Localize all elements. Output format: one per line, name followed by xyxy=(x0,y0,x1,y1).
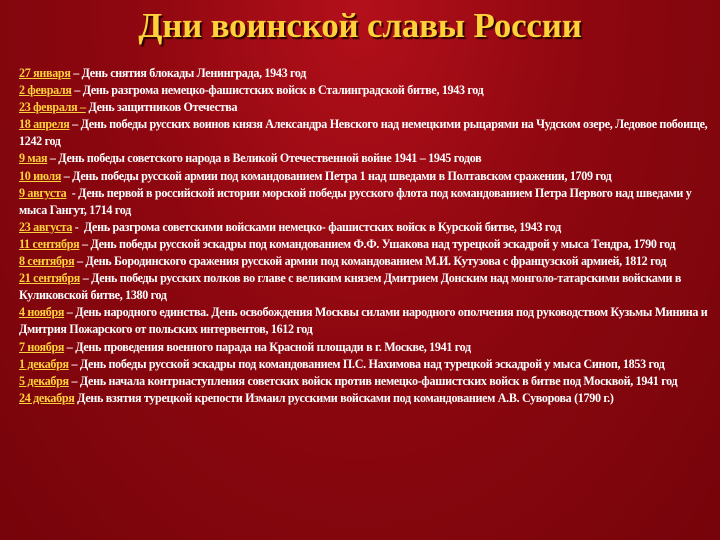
event-description: День разгрома советскими войсками немецко- фашистских войск в Курской битве, 1943 год xyxy=(83,218,561,234)
separator: – xyxy=(80,270,92,286)
list-item xyxy=(19,218,718,235)
separator: – xyxy=(64,338,76,354)
list-item xyxy=(19,184,718,218)
separator: – xyxy=(70,65,82,80)
military-glory-days-list xyxy=(19,64,718,406)
list-item xyxy=(19,389,718,406)
separator: – xyxy=(69,116,81,132)
date-link[interactable]: 18 апреля xyxy=(19,116,70,132)
event-description: День снятия блокады Ленинграда, 1943 год xyxy=(81,65,307,80)
separator: – xyxy=(68,372,80,388)
list-item xyxy=(19,372,718,389)
event-description: День народного единства. День освобождения Москвы силами народного ополчения под руководством Кузьмы Минина и Дмитрия Пожарского от польских интервентов, 1612 год xyxy=(19,304,708,337)
date-link[interactable]: 10 июля xyxy=(19,167,62,183)
list-item xyxy=(19,235,718,252)
event-description: День взятия турецкой крепости Измаил русскими войсками под командованием А.В. Суворова (1790 г.) xyxy=(77,389,614,405)
event-description: День первой в российской истории морской победы русского флота под командованием Петра Первого над шведами у мыса Гангут, 1714 год xyxy=(19,184,692,217)
separator: – xyxy=(64,304,76,320)
separator: – xyxy=(61,167,73,183)
event-description: День победы русской армии под командованием Петра 1 над шведами в Полтавском сражении, 1709 год xyxy=(72,167,612,183)
date-link[interactable]: 21 сентября xyxy=(19,270,81,286)
slide-title: Дни воинской славы России xyxy=(138,6,582,45)
event-description: День разгрома немецко-фашистских войск в Сталинградской битве, 1943 год xyxy=(82,82,484,98)
separator: – xyxy=(71,82,83,98)
date-link[interactable]: 4 ноября xyxy=(19,304,65,320)
date-link[interactable]: 1 декабря xyxy=(19,355,69,371)
separator: – xyxy=(74,253,86,269)
date-link[interactable]: 2 февраля xyxy=(19,82,72,98)
date-link[interactable]: 23 августа xyxy=(19,218,73,234)
event-description: День начала контрнаступления советских войск против немецко-фашистских войск в битве под Москвой, 1941 год xyxy=(79,372,678,388)
list-item xyxy=(19,252,718,269)
separator: – xyxy=(68,355,80,371)
event-description: День победы русской эскадры под командованием Ф.Ф. Ушакова над турецкой эскадрой у мыса Тендра, 1790 год xyxy=(90,235,676,251)
date-link[interactable]: 11 сентября xyxy=(19,235,80,251)
date-link[interactable]: 24 декабря xyxy=(19,389,75,405)
date-link[interactable]: 23 февраля – xyxy=(19,99,86,115)
list-item xyxy=(19,149,718,166)
date-link[interactable]: 7 ноября xyxy=(19,338,65,354)
event-description: День проведения военного парада на Красной площади в г. Москве, 1941 год xyxy=(75,338,471,354)
date-link[interactable]: 8 сентября xyxy=(19,253,75,269)
list-item xyxy=(19,81,718,98)
list-item xyxy=(19,64,718,81)
date-link[interactable]: 5 декабря xyxy=(19,372,69,388)
list-item xyxy=(19,355,718,372)
event-description: День победы русской эскадры под командованием П.С. Нахимова над турецкой эскадрой у мыса Синоп, 1853 год xyxy=(79,355,665,371)
list-item xyxy=(19,115,718,149)
list-item xyxy=(19,98,718,115)
list-item xyxy=(19,167,718,184)
separator: – xyxy=(47,150,59,166)
date-link[interactable]: 9 августа xyxy=(19,184,67,200)
event-description: День победы русских полков во главе с великим князем Дмитрием Донским над монголо-татарскими войсками в Куликовской битве, 1380 год xyxy=(19,270,682,303)
date-link[interactable]: 9 мая xyxy=(19,150,48,166)
list-item xyxy=(19,303,718,337)
event-description: День защитников Отечества xyxy=(88,99,238,115)
separator: - xyxy=(72,218,84,234)
date-link[interactable]: 27 января xyxy=(19,65,71,80)
event-description: День Бородинского сражения русской армии под командованием М.И. Кутузова с французской армией, 1812 год xyxy=(85,253,667,269)
separator: – xyxy=(79,235,91,251)
list-item xyxy=(19,338,718,355)
separator: - xyxy=(66,184,79,200)
event-description: День победы советского народа в Великой Отечественной войне 1941 – 1945 годов xyxy=(58,150,482,166)
list-item xyxy=(19,269,718,303)
event-description: День победы русских воинов князя Александра Невского над немецкими рыцарями на Чудском озере, Ледовое побоище, 1242 год xyxy=(19,116,708,149)
